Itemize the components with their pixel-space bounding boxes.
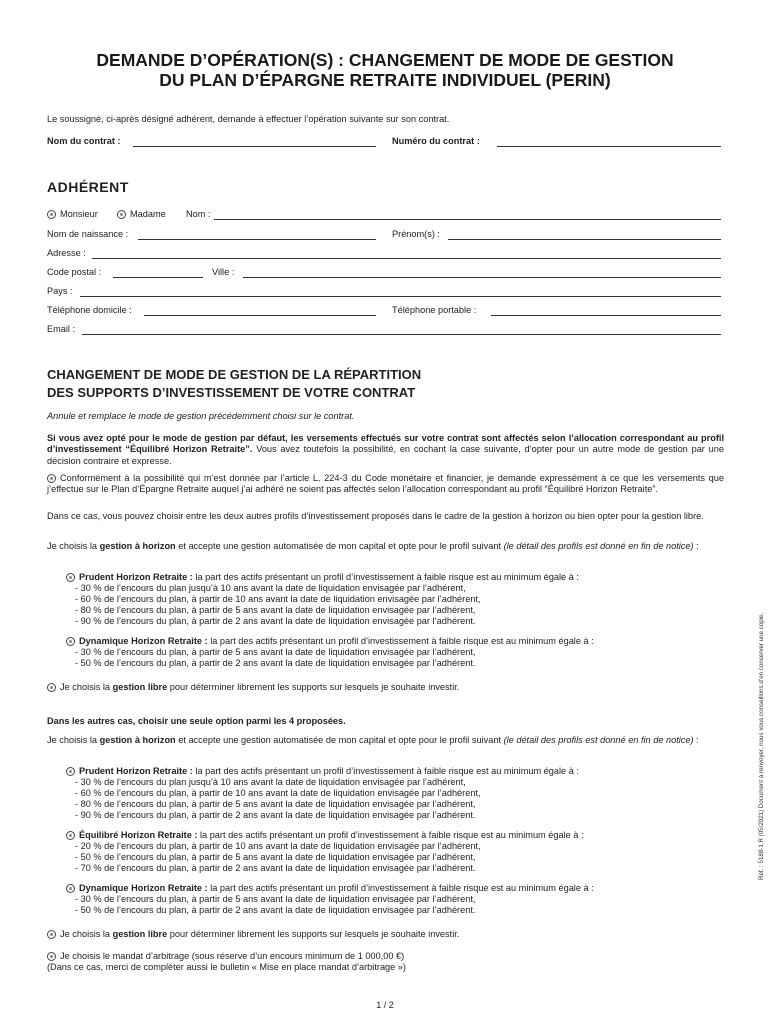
civility-madame[interactable]: Madame	[117, 209, 166, 220]
dans-ce-cas-text: Dans ce cas, vous pouvez choisir entre les deux autres profils d’investissement proposés dans le cadre de la gestion à horizon ou bien opter pour la gestion libre.	[47, 511, 704, 521]
horizon-choice-text-2: Je choisis la gestion à horizon et accepte une gestion automatisée de mon capital et opte pour le profil suivant (le détail des profils est donné en fin de notice) :	[47, 735, 699, 745]
mandat-note: (Dans ce cas, merci de compléter aussi le bulletin « Mise en place mandat d’arbitrage »)	[47, 962, 406, 972]
option-mandat-arbitrage[interactable]: Je choisis le mandat d’arbitrage (sous réserve d’un encours minimum de 1 000,00 €)	[47, 951, 404, 962]
prudent-1-item: - 60 % de l’encours du plan, à partir de 10 ans avant la date de liquidation envisagée par l’adhérent,	[75, 594, 481, 604]
prudent-2-item: - 30 % de l’encours du plan jusqu’à 10 ans avant la date de liquidation envisagée par l’adhérent,	[75, 777, 466, 787]
option-gestion-libre-1[interactable]: Je choisis la gestion libre pour déterminer librement les supports sur lesquels je souhaite investir.	[47, 682, 459, 693]
prudent-1-item: - 30 % de l’encours du plan jusqu’à 10 ans avant la date de liquidation envisagée par l’adhérent,	[75, 583, 466, 593]
default-mode-text: Si vous avez opté pour le mode de gestion par défaut, les versements effectués sur votre contrat sont affectés selon l’allocation correspondant au profil d’investissement “Équilibré Horizon Retraite”. Vous avez toutefois la possibilité, en cochant la case suivante, d’opter pour un autre mode de gestion par une décision contraire et expresse.	[47, 433, 724, 466]
nom-field[interactable]	[214, 219, 721, 220]
autres-cas-text: Dans les autres cas, choisir une seule option parmi les 4 proposées.	[47, 716, 346, 726]
pays-label: Pays :	[47, 286, 73, 296]
page-title-line1: DEMANDE D’OPÉRATION(S) : CHANGEMENT DE MODE DE GESTION	[96, 50, 674, 70]
adherent-heading: ADHÉRENT	[47, 179, 129, 195]
naissance-field[interactable]	[138, 239, 376, 240]
naissance-label: Nom de naissance :	[47, 229, 129, 239]
prudent-2-item: - 60 % de l’encours du plan, à partir de 10 ans avant la date de liquidation envisagée par l’adhérent,	[75, 788, 481, 798]
section-heading-line1: CHANGEMENT DE MODE DE GESTION DE LA RÉPARTITION	[47, 367, 422, 382]
equilibre-2-item: - 50 % de l’encours du plan, à partir de 5 ans avant la date de liquidation envisagée par l’adhérent,	[75, 852, 476, 862]
page-title-line2: DU PLAN D’ÉPARGNE RETRAITE INDIVIDUEL (PERIN)	[159, 70, 611, 90]
tel-portable-label: Téléphone portable :	[392, 305, 477, 315]
option-dynamique-2[interactable]: Dynamique Horizon Retraite : la part des actifs présentant un profil d’investissement à faible risque est au minimum égale à :	[66, 883, 594, 894]
ville-field[interactable]	[243, 277, 721, 278]
intro-text: Le soussigné, ci-après désigné adhérent, demande à effectuer l’opération suivante sur son contrat.	[47, 114, 450, 124]
tel-domicile-label: Téléphone domicile :	[47, 305, 132, 315]
radio-dynamique-2-icon[interactable]	[66, 884, 75, 893]
contract-number-label: Numéro du contrat :	[392, 136, 480, 146]
code-postal-field[interactable]	[113, 277, 203, 278]
radio-equilibre-2-icon[interactable]	[66, 831, 75, 840]
adresse-field[interactable]	[92, 258, 721, 259]
option-prudent-2[interactable]: Prudent Horizon Retraite : la part des actifs présentant un profil d’investissement à faible risque est au minimum égale à :	[66, 766, 579, 777]
prenom-label: Prénom(s) :	[392, 229, 440, 239]
contract-name-label: Nom du contrat :	[47, 136, 121, 146]
page-number: 1 / 2	[376, 1000, 394, 1010]
dynamique-2-item: - 50 % de l’encours du plan, à partir de 2 ans avant la date de liquidation envisagée par l’adhérent.	[75, 905, 476, 915]
radio-dynamique-1-icon[interactable]	[66, 637, 75, 646]
adresse-label: Adresse :	[47, 248, 86, 258]
radio-monsieur-icon[interactable]	[47, 210, 56, 219]
annule-text: Annule et remplace le mode de gestion précédemment choisi sur le contrat.	[47, 411, 355, 421]
conformement-option[interactable]: Conformément à la possibilité qui m’est donnée par l’article L. 224-3 du Code monétaire et financier, je demande expressément à ce que les versements que j’effectue sur le Plan d’Épargne Retraite auquel j’ai adhéré ne soient pas affectés selon l’allocation correspondant au profil “Équilibré Horizon Retraite”.	[47, 473, 724, 495]
civility-monsieur[interactable]: Monsieur	[47, 209, 98, 220]
radio-libre-2-icon[interactable]	[47, 930, 56, 939]
radio-conformement-icon[interactable]	[47, 474, 56, 483]
dynamique-2-item: - 30 % de l’encours du plan, à partir de 5 ans avant la date de liquidation envisagée par l’adhérent,	[75, 894, 476, 904]
radio-mandat-icon[interactable]	[47, 952, 56, 961]
prudent-1-item: - 80 % de l’encours du plan, à partir de 5 ans avant la date de liquidation envisagée par l’adhérent,	[75, 605, 476, 615]
radio-libre-1-icon[interactable]	[47, 683, 56, 692]
dynamique-1-item: - 30 % de l’encours du plan, à partir de 5 ans avant la date de liquidation envisagée par l’adhérent,	[75, 647, 476, 657]
horizon-choice-text-1: Je choisis la gestion à horizon et accepte une gestion automatisée de mon capital et opte pour le profil suivant (le détail des profils est donné en fin de notice) :	[47, 541, 699, 551]
radio-prudent-2-icon[interactable]	[66, 767, 75, 776]
prenom-field[interactable]	[448, 239, 721, 240]
option-gestion-libre-2[interactable]: Je choisis la gestion libre pour déterminer librement les supports sur lesquels je souhaite investir.	[47, 929, 459, 940]
email-field[interactable]	[82, 334, 721, 335]
tel-portable-field[interactable]	[491, 315, 721, 316]
radio-madame-icon[interactable]	[117, 210, 126, 219]
code-postal-label: Code postal :	[47, 267, 102, 277]
equilibre-2-item: - 70 % de l’encours du plan, à partir de 2 ans avant la date de liquidation envisagée par l’adhérent.	[75, 863, 476, 873]
option-equilibre-2[interactable]: Équilibré Horizon Retraite : la part des actifs présentant un profil d’investissement à faible risque est au minimum égale à :	[66, 830, 584, 841]
pays-field[interactable]	[80, 296, 721, 297]
dynamique-1-item: - 50 % de l’encours du plan, à partir de 2 ans avant la date de liquidation envisagée par l’adhérent.	[75, 658, 476, 668]
tel-domicile-field[interactable]	[144, 315, 376, 316]
side-reference-note: Réf. : 5188-1 R (05/2021) Document à renvoyer, nous vous conseillons d’en conserver une copie.	[758, 612, 765, 880]
nom-label: Nom :	[186, 209, 211, 219]
contract-name-field[interactable]	[133, 146, 376, 147]
equilibre-2-item: - 20 % de l’encours du plan, à partir de 10 ans avant la date de liquidation envisagée par l’adhérent,	[75, 841, 481, 851]
email-label: Email :	[47, 324, 76, 334]
prudent-1-item: - 90 % de l’encours du plan, à partir de 2 ans avant la date de liquidation envisagée par l’adhérent.	[75, 616, 476, 626]
contract-number-field[interactable]	[497, 146, 721, 147]
prudent-2-item: - 90 % de l’encours du plan, à partir de 2 ans avant la date de liquidation envisagée par l’adhérent.	[75, 810, 476, 820]
ville-label: Ville :	[212, 267, 235, 277]
section-heading-line2: DES SUPPORTS D’INVESTISSEMENT DE VOTRE CONTRAT	[47, 385, 416, 400]
radio-prudent-1-icon[interactable]	[66, 573, 75, 582]
option-prudent-1[interactable]: Prudent Horizon Retraite : la part des actifs présentant un profil d’investissement à faible risque est au minimum égale à :	[66, 572, 579, 583]
option-dynamique-1[interactable]: Dynamique Horizon Retraite : la part des actifs présentant un profil d’investissement à faible risque est au minimum égale à :	[66, 636, 594, 647]
prudent-2-item: - 80 % de l’encours du plan, à partir de 5 ans avant la date de liquidation envisagée par l’adhérent,	[75, 799, 476, 809]
